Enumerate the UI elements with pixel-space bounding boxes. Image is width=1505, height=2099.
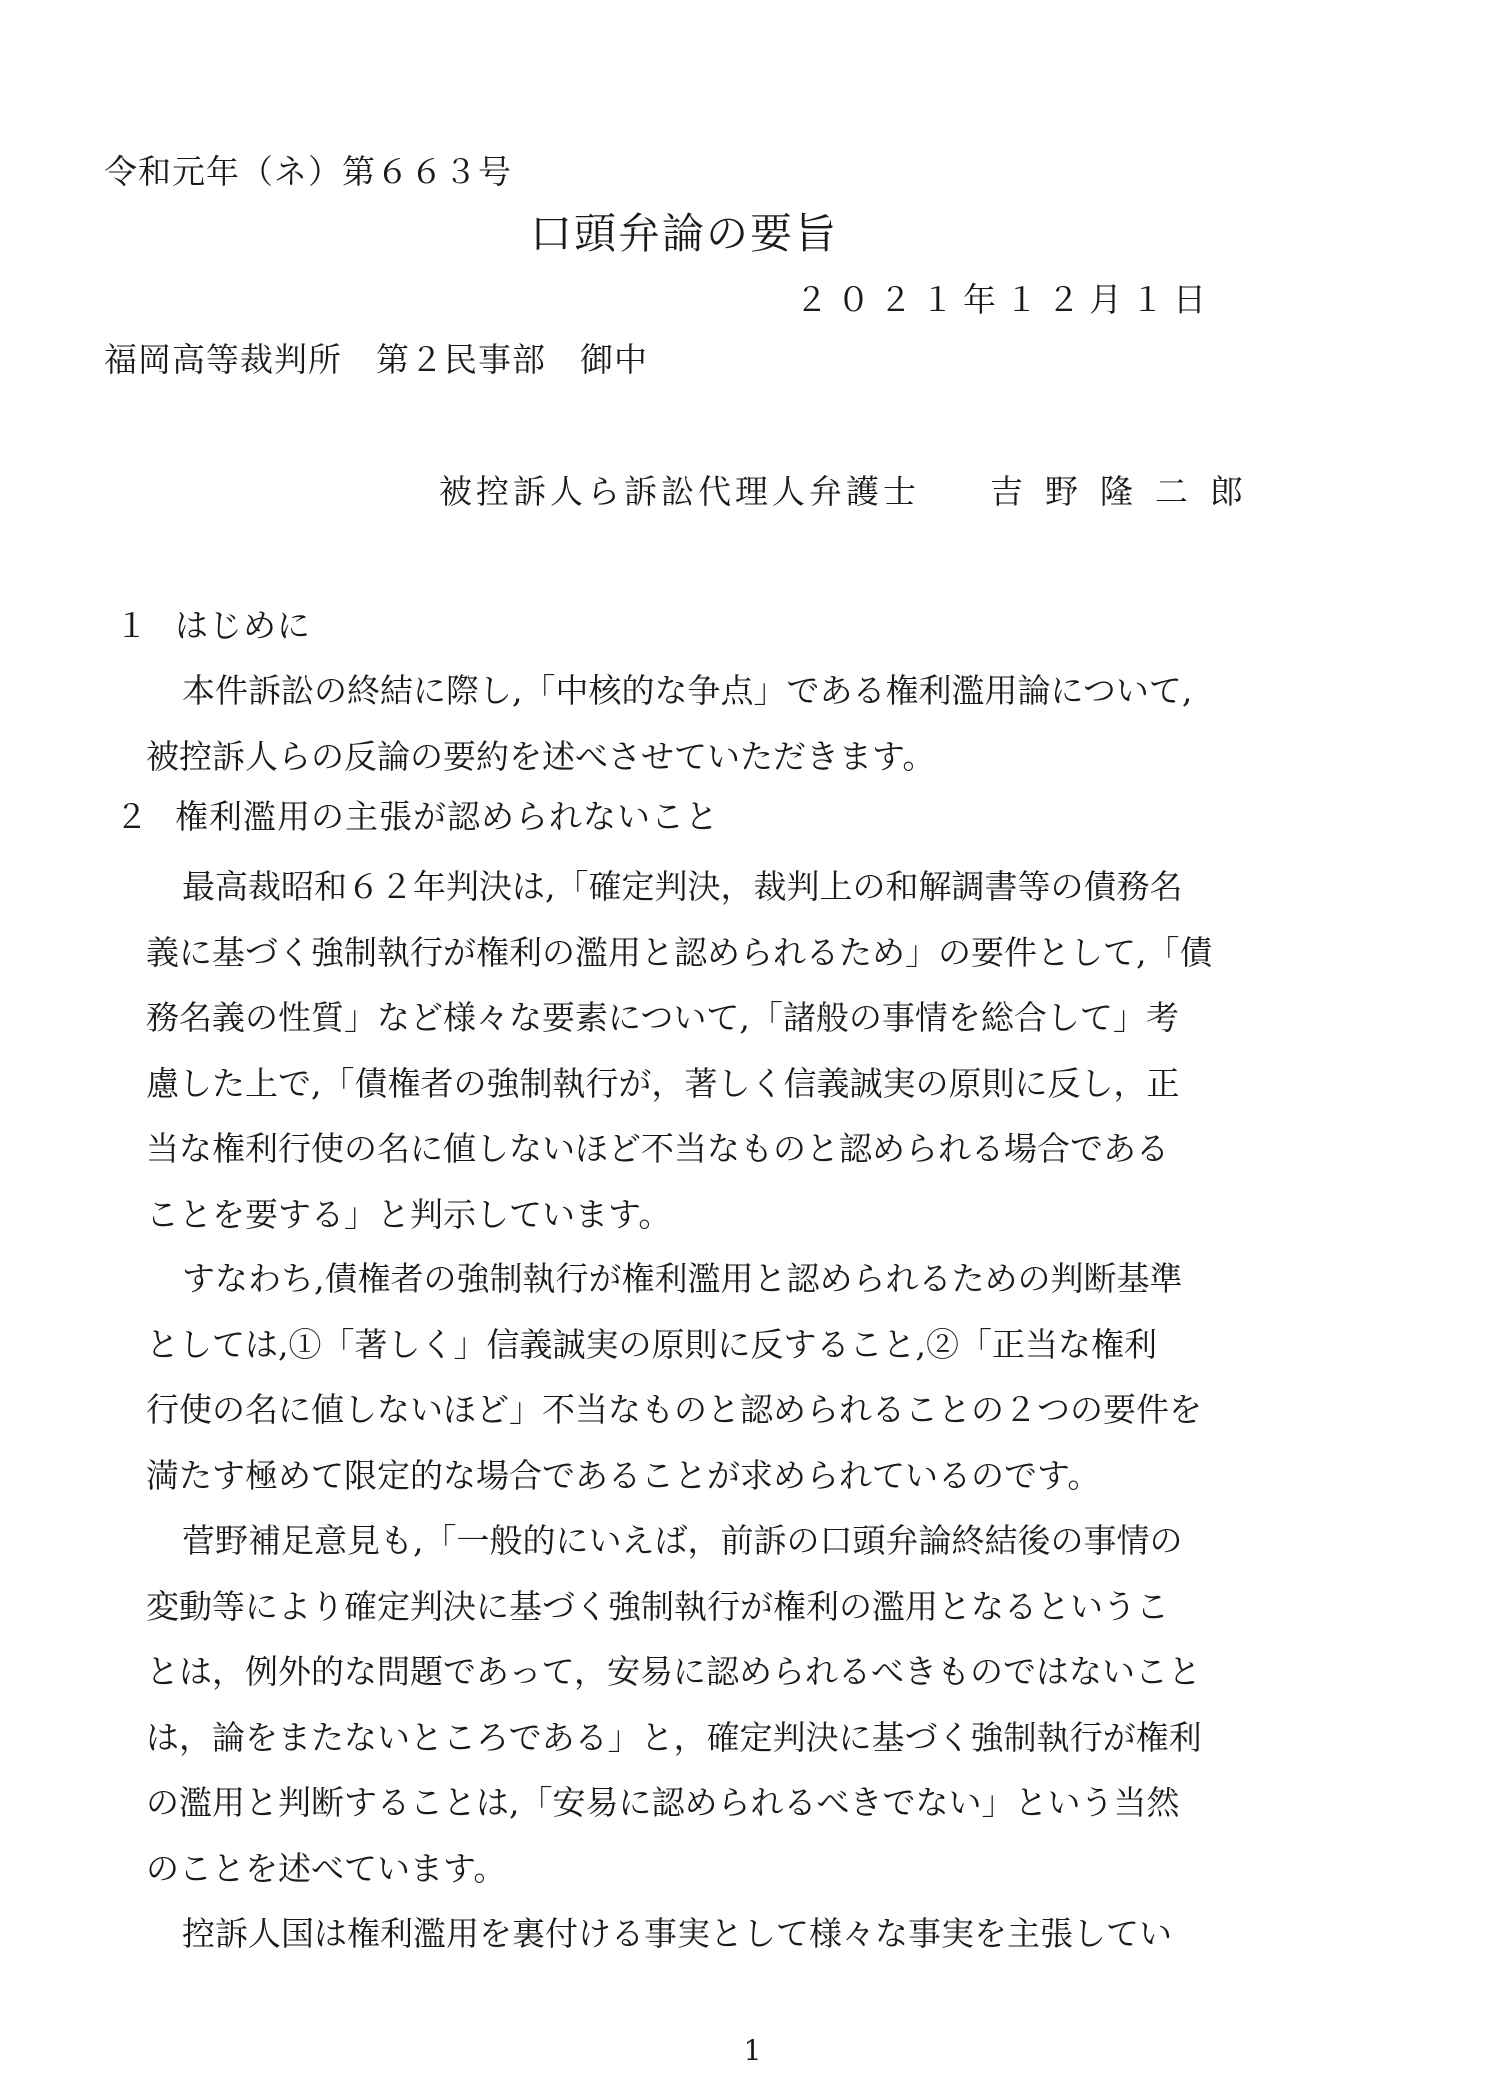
section-title: 権利濫用の主張が認められないこと [175,797,719,836]
signer-role: 被控訴人ら訴訟代理人弁護士 [439,472,920,511]
paragraph-line: 満たす極めて限定的な場合であることが求められているのです。 [146,1455,1101,1495]
paragraph-line: 務名義の性質」など様々な要素について,「諸般の事情を総合して」考 [146,998,1179,1037]
paragraph-line: すなわち,債権者の強制執行が権利濫用と認められるための判断基準 [182,1259,1183,1298]
paragraph [146,658,1306,789]
paragraph-line: 行使の名に値しないほど」不当なものと認められることの２つの要件を [146,1390,1202,1429]
paragraph-line: のことを述べています。 [146,1848,507,1888]
paragraph-line: 義に基づく強制執行が権利の濫用と認められるため」の要件として,「債 [146,932,1213,972]
paragraph [146,1508,1306,1901]
case-number: 令和元年（ネ）第６６３号 [104,152,512,191]
section-heading-1 [115,604,311,648]
paragraph [146,1901,1306,1967]
document-date: ２０２１年１２月１日 [795,280,1215,319]
paragraph-line: 被控訴人らの反論の要約を述べさせていただきます。 [146,736,936,776]
paragraph-line: 当な権利行使の名に値しないほど不当なものと認められる場合である [146,1129,1169,1168]
paragraph-line: 菅野補足意見も,「一般的にいえば，前訴の口頭弁論終結後の事情の [182,1521,1183,1560]
section-number: １ [115,606,149,645]
section-heading-2 [115,795,719,839]
addressee: 福岡高等裁判所 第２民事部 御中 [104,340,648,379]
paragraph-line: の濫用と判断することは,「安易に認められるべきでない」という当然 [146,1783,1180,1822]
document-title: 口頭弁論の要旨 [530,209,839,258]
paragraph-line: 最高裁昭和６２年判決は,「確定判決，裁判上の和解調書等の債務名 [182,867,1183,906]
paragraph-line: とは，例外的な問題であって，安易に認められるべきものではないこと [146,1652,1202,1691]
paragraph-line: ことを要する」と判示しています。 [146,1194,672,1234]
paragraph-line: 本件訴訟の終結に際し,「中核的な争点」である権利濫用論について, [182,671,1193,710]
paragraph-line: 変動等により確定判決に基づく強制執行が権利の濫用となるというこ [146,1586,1169,1626]
paragraph [146,1246,1306,1508]
page-number: 1 [743,2034,762,2067]
paragraph-line: 控訴人国は権利濫用を裏付ける事実として様々な事実を主張してい [182,1914,1172,1953]
paragraph-line: は，論をまたないところである」と，確定判決に基づく強制執行が権利 [146,1717,1202,1757]
section-title: はじめに [175,606,311,645]
signer-name: 吉野隆二郎 [990,472,1265,511]
signer-block [439,470,1265,514]
paragraph-line: 慮した上で,「債権者の強制執行が，著しく信義誠実の原則に反し，正 [146,1063,1180,1103]
section-number: ２ [115,797,149,836]
paragraph [146,854,1306,1247]
paragraph-line: としては,①「著しく」信義誠実の原則に反すること,②「正当な権利 [146,1324,1157,1364]
